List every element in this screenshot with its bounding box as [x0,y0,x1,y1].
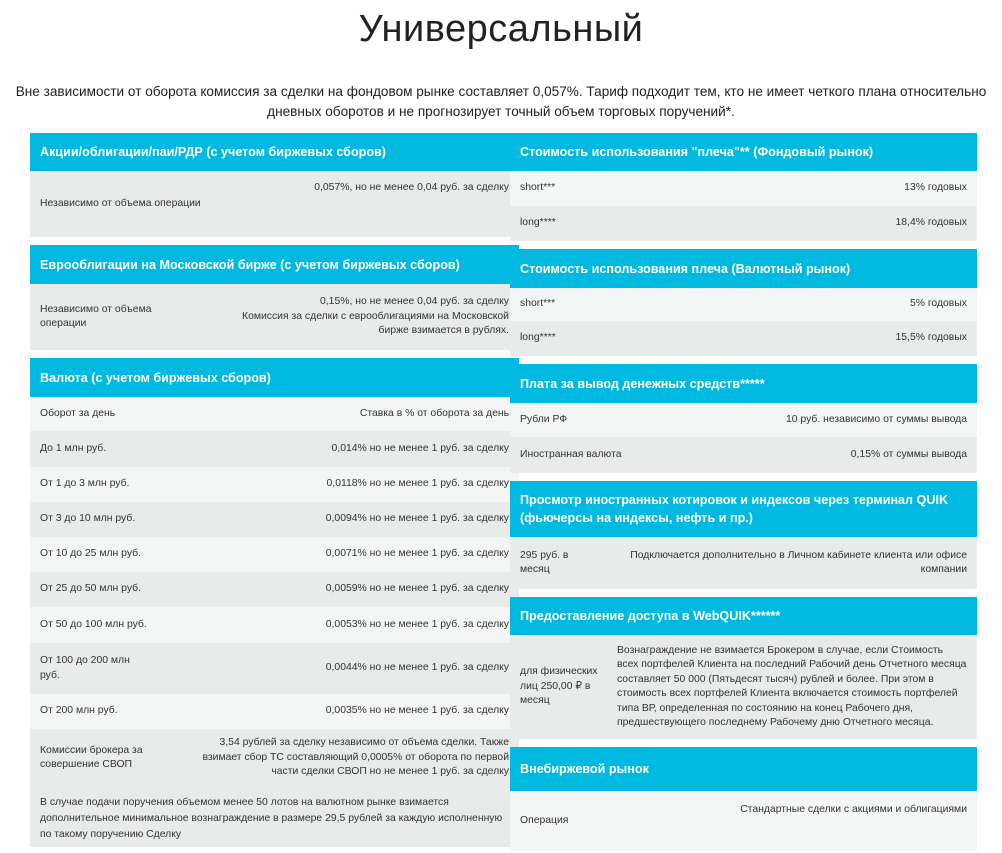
currency-header: Валюта (с учетом биржевых сборов) [30,358,519,397]
stocks-row [30,171,519,237]
withdrawal-row [510,403,977,437]
leverage-stock-panel [510,133,977,241]
withdrawal-value: 10 руб. независимо от суммы вывода [785,413,967,425]
withdrawal-label: Рубли РФ [520,413,568,425]
otc-header: Внебиржевой рынок [510,747,977,791]
currency-row-label: От 10 до 25 млн руб. [40,548,141,560]
leverage-fx-value: 5% годовых [909,298,967,310]
currency-row-value: 0,0059% но не менее 1 руб. за сделку [325,583,509,595]
currency-row [30,694,519,729]
leverage-fx-value: 15,5% годовых [895,332,967,344]
currency-row-label: От 50 до 100 млн руб. [40,618,147,630]
currency-row-label: От 25 до 50 млн руб. [40,583,141,595]
otc-row [510,791,977,851]
currency-row-label: От 200 млн руб. [40,705,118,717]
eurobonds-label: Независимо от объема операции [40,303,152,329]
otc-value: Стандартные сделки с акциями и облигациями [740,804,967,815]
currency-note: В случае подачи поручения объемом менее 50 лотов на валютном рынке взимается дополнительное минимальное вознаграждение в размере 29,5 рублей за каждую исполненную по такому поручению Сделку [30,787,519,847]
currency-row-value: 0,0053% но не менее 1 руб. за сделку [325,618,509,630]
currency-row-value: 0,0044% но не менее 1 руб. за сделку [325,662,509,674]
leverage-fx-label: long**** [520,332,556,344]
leverage-fx-row [510,321,977,356]
currency-panel [30,358,519,847]
currency-row [30,643,519,694]
currency-row-value: 0,014% но не менее 1 руб. за сделку [331,442,509,454]
quik-value: Подключается дополнительно в Личном кабинете клиента или офисе компании [630,549,967,575]
webquik-value: Вознаграждение не взимается Брокером в случае, если Стоимость всех портфелей Клиента на последний Рабочий день Отчетного месяца составляет 50 000 (Пятьдесят тысяч) рублей и более. При этом в стоимость всех портфелей Клиента включается стоимость портфелей типа ВР, определенная по состоянию на конец Рабочего дня, предшествующего последнему Рабочему дню Отчетного месяца. [617,644,967,728]
currency-row-value: 0,0118% но не менее 1 руб. за сделку [326,478,509,490]
currency-row [30,572,519,607]
eurobonds-value [219,295,509,339]
eurobonds-value-line2: Комиссия за сделки с еврооблигациями на Московской бирже взимается в рублях. [242,310,509,337]
currency-row-value: 0,0071% но не менее 1 руб. за сделку [325,548,509,560]
webquik-row [510,635,977,739]
eurobonds-panel [30,245,519,350]
currency-row [30,397,519,431]
currency-row-label: От 3 до 10 млн руб. [40,513,136,525]
quik-label: 295 руб. в месяц [520,549,569,575]
eurobonds-value-line1: 0,15%, но не менее 0,04 руб. за сделку [320,296,509,308]
currency-row [30,467,519,502]
currency-row-label: Оборот за день [40,407,116,419]
stocks-value: 0,057%, но не менее 0,04 руб. за сделку [314,182,509,193]
currency-row-value: Ставка в % от оборота за день [359,407,509,419]
otc-label: Операция [520,814,569,826]
intro-text: Вне зависимости от оборота комиссия за сделки на фондовом рынке составляет 0,057%. Тариф подходит тем, кто не имеет четкого плана относительно дневных оборотов и не прогнозирует точный объем торговых поручений*. [15,84,987,119]
leverage-stock-header: Стоимость использования "плеча"** (Фондовый рынок) [510,133,977,171]
currency-row-value: 3,54 рублей за сделку независимо от объема сделки. Также взимает сбор ТС составляющий 0,0005% от оборота по первой части сделки СВОП но не менее 1 руб. за сделку [202,737,509,778]
right-column [510,133,977,853]
quik-header: Просмотр иностранных котировок и индексов через терминал QUIK (фьючерсы на индексы, нефть и пр.) [510,481,977,537]
stocks-label: Независимо от объема операции [40,197,201,209]
leverage-fx-row [510,288,977,321]
stocks-panel [30,133,519,237]
currency-row-label: Комиссии брокера за совершение СВОП [40,744,143,770]
currency-row-label: От 100 до 200 млн руб. [40,655,130,681]
leverage-fx-label: short*** [520,298,556,310]
stocks-header: Акции/облигации/паи/РДР (с учетом биржевых сборов) [30,133,519,171]
currency-row-value: 0,0094% но не менее 1 руб. за сделку [325,513,509,525]
leverage-stock-row [510,206,977,241]
quik-panel [510,481,977,589]
leverage-fx-panel [510,249,977,356]
leverage-fx-header: Стоимость использования плеча (Валютный рынок) [510,249,977,288]
withdrawal-panel [510,364,977,473]
currency-row [30,537,519,572]
webquik-label: для физических лиц 250,00 ₽ в месяц [520,666,598,707]
withdrawal-row [510,437,977,473]
currency-row [30,502,519,537]
leverage-stock-row [510,171,977,206]
leverage-stock-label: short*** [520,182,556,194]
webquik-header: Предоставление доступа в WebQUIK****** [510,597,977,635]
left-column [30,133,519,853]
page-title: Универсальный [358,8,644,50]
webquik-panel [510,597,977,739]
eurobonds-header: Еврооблигации на Московской бирже (с учетом биржевых сборов) [30,245,519,284]
currency-row [30,729,519,787]
eurobonds-row [30,284,519,350]
withdrawal-header: Плата за вывод денежных средств***** [510,364,977,403]
leverage-stock-value: 13% годовых [904,182,967,194]
currency-row-value: 0,0035% но не менее 1 руб. за сделку [325,705,509,717]
withdrawal-label: Иностранная валюта [520,448,622,460]
quik-row [510,537,977,589]
withdrawal-value: 0,15% от суммы вывода [850,448,967,460]
currency-row [30,431,519,467]
otc-panel [510,747,977,851]
leverage-stock-value: 18,4% годовых [895,217,967,229]
leverage-stock-label: long**** [520,217,556,229]
currency-row-label: От 1 до 3 млн руб. [40,478,130,490]
currency-row [30,607,519,643]
currency-row-label: До 1 млн руб. [40,442,107,454]
